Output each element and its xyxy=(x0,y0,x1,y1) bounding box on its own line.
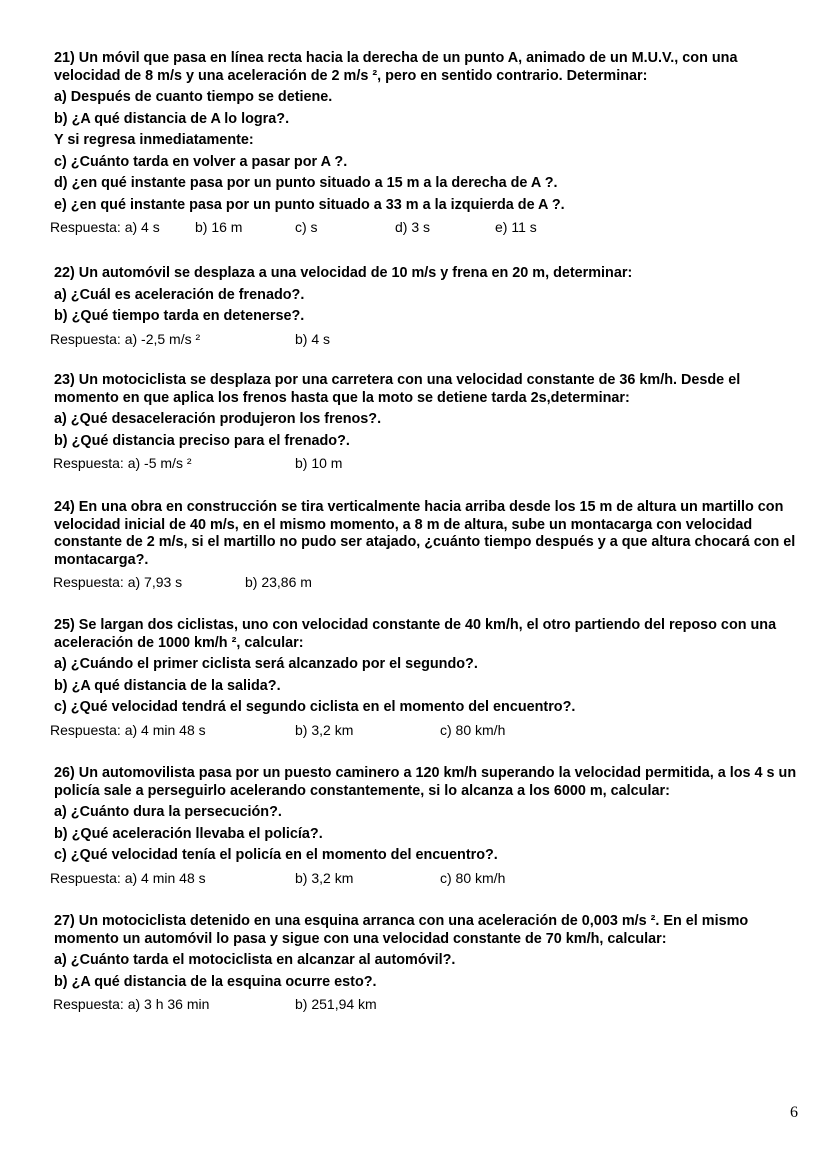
problem-statement: 22) Un automóvil se desplaza a una velocidad de 10 m/s y frena en 20 m, determinar: xyxy=(54,265,633,281)
problem-23 xyxy=(54,372,799,472)
problem-21 xyxy=(50,50,799,236)
page-number: 6 xyxy=(790,1104,798,1121)
question-item: a) ¿Cuándo el primer ciclista será alcanzado por el segundo?. xyxy=(54,656,478,672)
problem-statement: 27) Un motociclista detenido en una esquina arranca con una aceleración de 0,003 m/s ². En el mismo momento un automóvil lo pasa y sigue con una velocidad constante de 70 km/h, calcular: xyxy=(54,913,749,947)
problem-statement: 25) Se largan dos ciclistas, uno con velocidad constante de 40 km/h, el otro partiendo del reposo con una aceleración de 1000 km/h ², calcular: xyxy=(54,617,777,651)
question-item: a) ¿Cuánto dura la persecución?. xyxy=(54,804,282,820)
answer-row xyxy=(54,455,799,472)
question-item: b) ¿Qué aceleración llevaba el policía?. xyxy=(54,825,323,842)
answer-row xyxy=(54,574,799,591)
problem-27 xyxy=(54,913,799,1013)
answer-value: Respuesta: a) 4 s xyxy=(50,219,160,235)
answer-value: Respuesta: a) 7,93 s xyxy=(53,574,183,590)
answer-value: c) 80 km/h xyxy=(440,869,506,886)
answer-row xyxy=(50,330,799,348)
question-item: d) ¿en qué instante pasa por un punto situado a 15 m a la derecha de A ?. xyxy=(54,175,558,191)
problem-statement: 23) Un motociclista se desplaza por una carretera con una velocidad constante de 36 km/h. Desde el momento en que aplica los frenos hasta que la moto se detiene tarda 2s,determinar: xyxy=(54,372,741,406)
answer-row xyxy=(50,721,799,739)
question-item: a) ¿Cuál es aceleración de frenado?. xyxy=(54,286,305,303)
problem-statement: 26) Un automovilista pasa por un puesto caminero a 120 km/h superando la velocidad permitida, a los 4 s un policía sale a perseguirlo acelerando constantemente, si lo alcanza a los 6000 m, calcular: xyxy=(54,765,797,799)
answer-value: b) 3,2 km xyxy=(295,721,354,738)
problem-statement: 21) Un móvil que pasa en línea recta hacia la derecha de un punto A, animado de un M.U.V., con una velocidad de 8 m/s y una aceleración de 2 m/s ², pero en sentido contrario. Determinar: xyxy=(54,50,738,84)
question-item: b) ¿A qué distancia de la esquina ocurre esto?. xyxy=(54,973,377,990)
question-item: b) ¿Qué tiempo tarda en detenerse?. xyxy=(54,308,305,324)
answer-value: b) 251,94 km xyxy=(295,996,377,1012)
answer-value: d) 3 s xyxy=(395,219,431,235)
answer-value: b) 16 m xyxy=(195,219,243,235)
answer-value: Respuesta: a) -2,5 m/s ² xyxy=(50,330,201,347)
answer-value: e) 11 s xyxy=(495,219,537,235)
answer-value: Respuesta: a) 3 h 36 min xyxy=(53,996,210,1012)
problem-26 xyxy=(50,765,799,887)
answer-row xyxy=(50,219,799,236)
question-item: e) ¿en qué instante pasa por un punto situado a 33 m a la izquierda de A ?. xyxy=(54,196,565,213)
answer-value: b) 23,86 m xyxy=(245,574,312,590)
question-item: c) ¿Qué velocidad tendrá el segundo ciclista en el momento del encuentro?. xyxy=(54,699,576,715)
answer-value: c) s xyxy=(295,219,318,235)
question-item: c) ¿Cuánto tarda en volver a pasar por A ?. xyxy=(54,153,348,170)
question-item: a) ¿Qué desaceleración produjeron los frenos?. xyxy=(54,411,382,427)
answer-value: b) 4 s xyxy=(295,330,331,347)
answer-row xyxy=(50,869,799,887)
question-item: Y si regresa inmediatamente: xyxy=(54,132,254,148)
answer-row xyxy=(54,996,799,1013)
answer-value: Respuesta: a) 4 min 48 s xyxy=(50,869,206,886)
problem-statement: 24) En una obra en construcción se tira verticalmente hacia arriba desde los 15 m de altura un martillo con velocidad inicial de 40 m/s, en el mismo momento, a 8 m de altura, sube un montacarga con velocidad constante de 2 m/s, si el martillo no pudo ser atajado, ¿cuánto tiempo después y a que altura chocará con el montacarga?. xyxy=(54,499,796,568)
answer-value: Respuesta: a) 4 min 48 s xyxy=(50,721,206,738)
question-item: b) ¿A qué distancia de A lo logra?. xyxy=(54,110,290,127)
question-item: c) ¿Qué velocidad tenía el policía en el momento del encuentro?. xyxy=(54,847,498,863)
question-item: b) ¿Qué distancia preciso para el frenado?. xyxy=(54,432,350,449)
question-item: b) ¿A qué distancia de la salida?. xyxy=(54,677,281,694)
question-item: a) Después de cuanto tiempo se detiene. xyxy=(54,89,333,105)
problem-24 xyxy=(54,499,799,591)
answer-value: b) 3,2 km xyxy=(295,869,354,886)
problem-22 xyxy=(50,265,799,348)
answer-value: Respuesta: a) -5 m/s ² xyxy=(53,455,192,471)
problem-25 xyxy=(50,617,799,739)
answer-value: c) 80 km/h xyxy=(440,721,506,738)
question-item: a) ¿Cuánto tarda el motociclista en alcanzar al automóvil?. xyxy=(54,952,456,968)
answer-value: b) 10 m xyxy=(295,455,343,471)
